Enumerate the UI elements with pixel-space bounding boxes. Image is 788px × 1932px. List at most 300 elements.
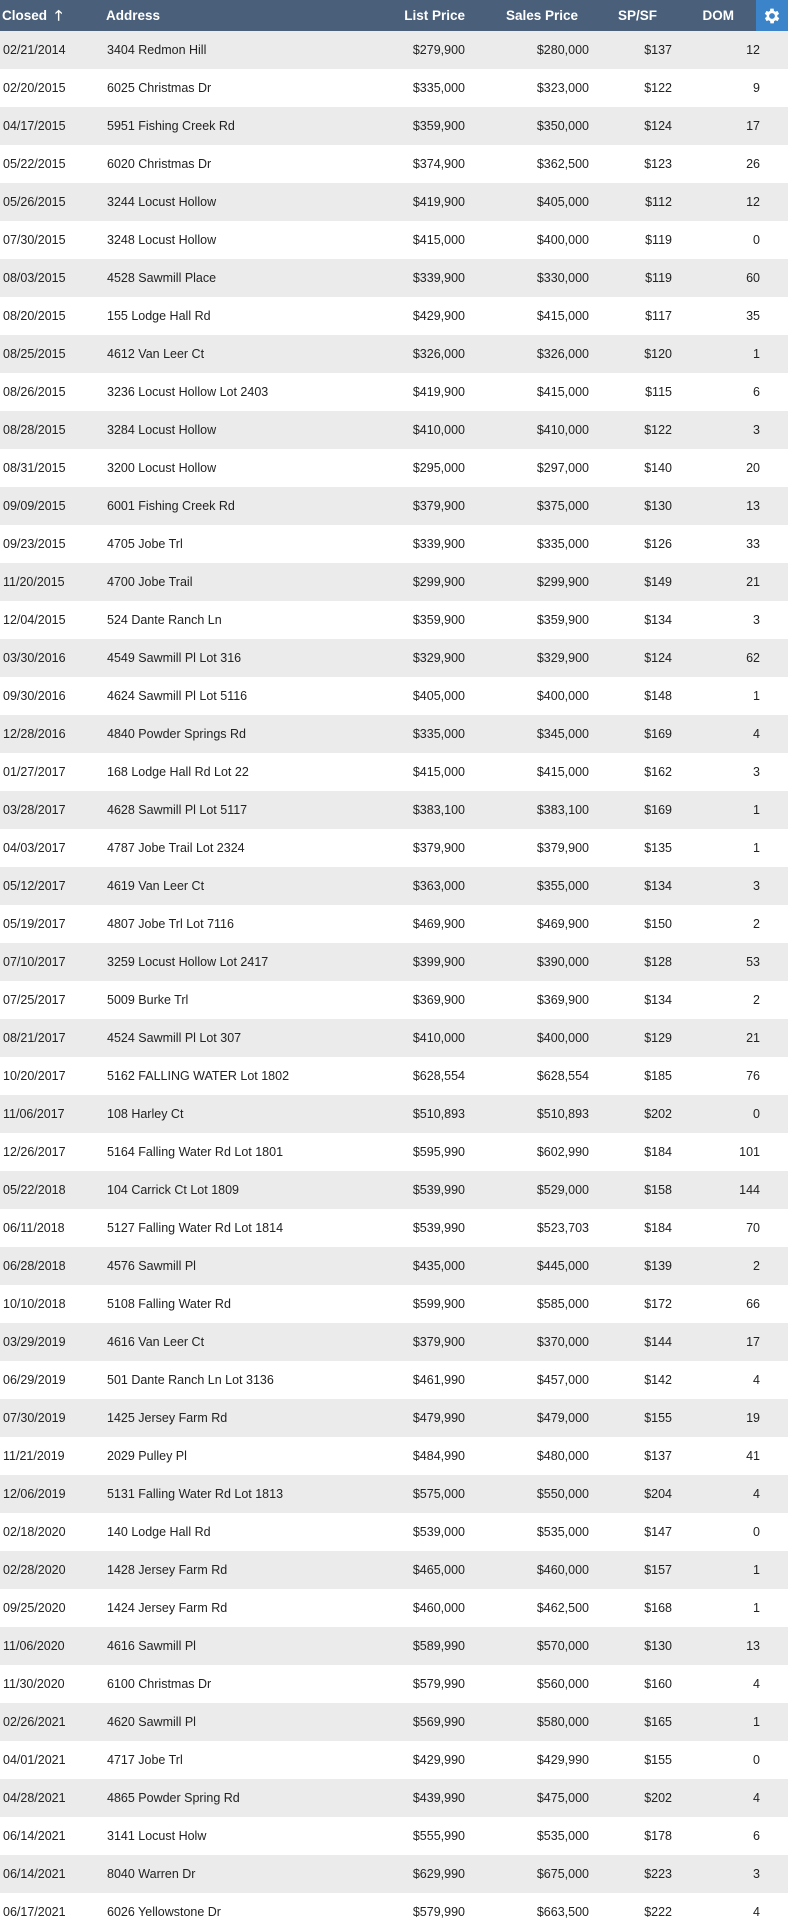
cell-dom: 26 [746,157,760,171]
cell-spsf: $160 [644,1677,672,1691]
cell-closed: 04/28/2021 [3,1791,66,1805]
table-row[interactable] [0,1323,788,1361]
cell-closed: 05/22/2015 [3,157,66,171]
table-row[interactable] [0,297,788,335]
cell-closed: 07/10/2017 [3,955,66,969]
cell-address: 524 Dante Ranch Ln [107,613,222,627]
cell-dom: 53 [746,955,760,969]
settings-button[interactable] [756,0,788,31]
cell-spsf: $120 [644,347,672,361]
cell-dom: 17 [746,1335,760,1349]
cell-spsf: $129 [644,1031,672,1045]
cell-dom: 101 [739,1145,760,1159]
table-row[interactable] [0,1361,788,1399]
table-row[interactable] [0,677,788,715]
cell-dom: 33 [746,537,760,551]
table-row[interactable] [0,1399,788,1437]
table-row[interactable] [0,715,788,753]
cell-list-price: $410,000 [412,423,465,437]
cell-list-price: $595,990 [412,1145,465,1159]
cell-list-price: $379,900 [412,1335,465,1349]
cell-closed: 08/31/2015 [3,461,66,475]
cell-spsf: $137 [644,1449,672,1463]
cell-sales-price: $415,000 [536,385,589,399]
cell-sales-price: $326,000 [536,347,589,361]
cell-closed: 02/21/2014 [3,43,66,57]
column-header-dom[interactable]: DOM [702,8,734,23]
table-row[interactable] [0,1171,788,1209]
cell-address: 5009 Burke Trl [107,993,189,1007]
table-row[interactable] [0,221,788,259]
cell-address: 8040 Warren Dr [107,1867,196,1881]
cell-sales-price: $550,000 [536,1487,589,1501]
cell-list-price: $415,000 [412,765,465,779]
cell-closed: 05/22/2018 [3,1183,66,1197]
cell-list-price: $460,000 [412,1601,465,1615]
cell-sales-price: $479,000 [536,1411,589,1425]
column-header-closed-label: Closed [2,8,48,23]
cell-closed: 12/26/2017 [3,1145,66,1159]
column-header-list-price[interactable]: List Price [404,8,465,23]
cell-spsf: $168 [644,1601,672,1615]
cell-address: 4700 Jobe Trail [107,575,193,589]
cell-sales-price: $675,000 [536,1867,589,1881]
cell-address: 3284 Locust Hollow [107,423,217,437]
cell-spsf: $124 [644,651,672,665]
cell-address: 4840 Powder Springs Rd [107,727,246,741]
table-row[interactable] [0,31,788,69]
cell-address: 104 Carrick Ct Lot 1809 [107,1183,240,1197]
cell-address: 5162 FALLING WATER Lot 1802 [107,1069,290,1083]
cell-sales-price: $585,000 [536,1297,589,1311]
cell-sales-price: $299,900 [536,575,589,589]
cell-address: 6026 Yellowstone Dr [107,1905,221,1919]
cell-closed: 11/20/2015 [3,575,65,589]
table-row[interactable] [0,411,788,449]
cell-closed: 10/20/2017 [3,1069,66,1083]
cell-spsf: $139 [644,1259,672,1273]
cell-address: 4619 Van Leer Ct [107,879,205,893]
cell-list-price: $555,990 [412,1829,465,1843]
table-row[interactable] [0,1057,788,1095]
table-row[interactable] [0,639,788,677]
cell-dom: 9 [753,81,760,95]
cell-closed: 09/30/2016 [3,689,66,703]
cell-spsf: $157 [644,1563,672,1577]
cell-spsf: $123 [644,157,672,171]
cell-list-price: $359,900 [412,613,465,627]
cell-sales-price: $415,000 [536,309,589,323]
cell-closed: 12/04/2015 [3,613,66,627]
cell-dom: 6 [753,1829,760,1843]
cell-spsf: $169 [644,803,672,817]
table-row[interactable] [0,1817,788,1855]
cell-list-price: $569,990 [412,1715,465,1729]
table-row[interactable] [0,1779,788,1817]
cell-sales-price: $355,000 [536,879,589,893]
cell-dom: 3 [753,1867,760,1881]
cell-dom: 3 [753,879,760,893]
cell-closed: 09/23/2015 [3,537,66,551]
table-row[interactable] [0,525,788,563]
cell-dom: 21 [746,1031,760,1045]
cell-sales-price: $329,900 [536,651,589,665]
cell-closed: 08/25/2015 [3,347,66,361]
table-row[interactable] [0,753,788,791]
table-row[interactable] [0,943,788,981]
table-row[interactable] [0,487,788,525]
cell-closed: 06/29/2019 [3,1373,66,1387]
cell-address: 3141 Locust Holw [107,1829,207,1843]
cell-address: 4524 Sawmill Pl Lot 307 [107,1031,242,1045]
cell-sales-price: $383,100 [536,803,589,817]
table-row[interactable] [0,1209,788,1247]
cell-closed: 04/01/2021 [3,1753,66,1767]
table-row[interactable] [0,1095,788,1133]
cell-sales-price: $480,000 [536,1449,589,1463]
cell-sales-price: $400,000 [536,1031,589,1045]
cell-sales-price: $510,893 [536,1107,589,1121]
cell-sales-price: $457,000 [536,1373,589,1387]
cell-list-price: $579,990 [412,1677,465,1691]
cell-closed: 06/14/2021 [3,1829,66,1843]
cell-address: 501 Dante Ranch Ln Lot 3136 [107,1373,274,1387]
table-row[interactable] [0,259,788,297]
cell-closed: 10/10/2018 [3,1297,66,1311]
cell-list-price: $435,000 [412,1259,465,1273]
cell-closed: 12/06/2019 [3,1487,66,1501]
cell-dom: 0 [753,1753,760,1767]
cell-dom: 21 [746,575,760,589]
cell-address: 1425 Jersey Farm Rd [107,1411,228,1425]
cell-list-price: $379,900 [412,841,465,855]
cell-address: 4616 Sawmill Pl [107,1639,196,1653]
cell-closed: 05/26/2015 [3,195,66,209]
cell-dom: 20 [746,461,760,475]
cell-sales-price: $370,000 [536,1335,589,1349]
table-row[interactable] [0,1285,788,1323]
table-row[interactable] [0,1741,788,1779]
cell-dom: 1 [753,1563,760,1577]
cell-dom: 4 [753,727,760,741]
cell-dom: 66 [746,1297,760,1311]
cell-spsf: $135 [644,841,672,855]
cell-closed: 03/29/2019 [3,1335,66,1349]
cell-closed: 08/21/2017 [3,1031,66,1045]
cell-dom: 13 [746,1639,760,1653]
cell-address: 5108 Falling Water Rd [107,1297,231,1311]
cell-list-price: $379,900 [412,499,465,513]
cell-spsf: $202 [644,1791,672,1805]
cell-spsf: $115 [645,385,672,399]
cell-address: 5164 Falling Water Rd Lot 1801 [107,1145,284,1159]
cell-spsf: $119 [645,233,672,247]
cell-closed: 02/26/2021 [3,1715,66,1729]
cell-dom: 4 [753,1905,760,1919]
cell-spsf: $140 [644,461,672,475]
cell-dom: 60 [746,271,760,285]
table-row[interactable] [0,1247,788,1285]
cell-spsf: $149 [644,575,672,589]
cell-list-price: $589,990 [412,1639,465,1653]
cell-list-price: $295,000 [412,461,465,475]
cell-sales-price: $390,000 [536,955,589,969]
table-row[interactable] [0,905,788,943]
cell-list-price: $429,990 [412,1753,465,1767]
cell-closed: 02/20/2015 [3,81,66,95]
cell-address: 4528 Sawmill Place [107,271,217,285]
cell-sales-price: $460,000 [536,1563,589,1577]
cell-dom: 1 [753,841,760,855]
cell-sales-price: $280,000 [536,43,589,57]
table-row[interactable] [0,1703,788,1741]
cell-dom: 19 [746,1411,760,1425]
arrow-up-icon: 🡑 [55,7,63,23]
cell-dom: 41 [746,1449,760,1463]
cell-sales-price: $429,990 [536,1753,589,1767]
cell-address: 6100 Christmas Dr [107,1677,212,1691]
cell-address: 168 Lodge Hall Rd Lot 22 [107,765,249,779]
cell-dom: 3 [753,423,760,437]
cell-list-price: $539,000 [412,1525,465,1539]
table-row[interactable] [0,563,788,601]
cell-address: 4807 Jobe Trl Lot 7116 [107,917,234,931]
cell-spsf: $112 [645,195,672,209]
cell-spsf: $137 [644,43,672,57]
cell-closed: 02/28/2020 [3,1563,66,1577]
cell-dom: 70 [746,1221,760,1235]
table-row[interactable] [0,601,788,639]
cell-address: 6001 Fishing Creek Rd [107,499,235,513]
cell-dom: 13 [746,499,760,513]
cell-dom: 12 [746,195,760,209]
cell-sales-price: $663,500 [536,1905,589,1919]
table-row[interactable] [0,1513,788,1551]
cell-sales-price: $323,000 [536,81,589,95]
cell-list-price: $579,990 [412,1905,465,1919]
cell-list-price: $419,900 [412,385,465,399]
cell-dom: 4 [753,1791,760,1805]
cell-sales-price: $345,000 [536,727,589,741]
cell-spsf: $122 [644,81,672,95]
cell-sales-price: $560,000 [536,1677,589,1691]
table-row[interactable] [0,1589,788,1627]
cell-closed: 04/17/2015 [3,119,66,133]
cell-address: 3404 Redmon Hill [107,43,207,57]
cell-closed: 07/30/2019 [3,1411,66,1425]
table-row[interactable] [0,829,788,867]
cell-list-price: $279,900 [412,43,465,57]
cell-address: 5127 Falling Water Rd Lot 1814 [107,1221,284,1235]
cell-closed: 03/28/2017 [3,803,66,817]
cell-spsf: $155 [644,1753,672,1767]
cell-list-price: $465,000 [412,1563,465,1577]
cell-address: 4576 Sawmill Pl [107,1259,196,1273]
table-row[interactable] [0,1551,788,1589]
cell-dom: 1 [753,347,760,361]
cell-closed: 08/28/2015 [3,423,66,437]
cell-address: 5951 Fishing Creek Rd [107,119,235,133]
cell-spsf: $185 [644,1069,672,1083]
cell-spsf: $134 [644,879,672,893]
table-row[interactable] [0,1019,788,1057]
cell-spsf: $150 [644,917,672,931]
cell-list-price: $363,000 [412,879,465,893]
cell-closed: 04/03/2017 [3,841,66,855]
table-row[interactable] [0,183,788,221]
table-row[interactable] [0,449,788,487]
cell-list-price: $329,900 [412,651,465,665]
table-row[interactable] [0,1627,788,1665]
table-row[interactable] [0,1133,788,1171]
cell-list-price: $359,900 [412,119,465,133]
cell-list-price: $405,000 [412,689,465,703]
table-row[interactable] [0,867,788,905]
table-header [0,0,788,31]
table-row[interactable] [0,145,788,183]
cell-dom: 3 [753,613,760,627]
cell-sales-price: $375,000 [536,499,589,513]
cell-list-price: $599,900 [412,1297,465,1311]
table-row[interactable] [0,791,788,829]
cell-list-price: $461,990 [412,1373,465,1387]
cell-sales-price: $350,000 [536,119,589,133]
table-row[interactable] [0,1665,788,1703]
cell-sales-price: $335,000 [536,537,589,551]
cell-sales-price: $297,000 [536,461,589,475]
cell-spsf: $222 [644,1905,672,1919]
cell-list-price: $299,900 [412,575,465,589]
cell-dom: 144 [739,1183,760,1197]
cell-address: 3200 Locust Hollow [107,461,217,475]
cell-closed: 11/06/2017 [3,1107,65,1121]
cell-spsf: $155 [644,1411,672,1425]
cell-dom: 3 [753,765,760,779]
cell-address: 3259 Locust Hollow Lot 2417 [107,955,269,969]
cell-list-price: $479,990 [412,1411,465,1425]
cell-address: 4624 Sawmill Pl Lot 5116 [107,689,248,703]
cell-sales-price: $415,000 [536,765,589,779]
table-row[interactable] [0,1437,788,1475]
cell-list-price: $419,900 [412,195,465,209]
cell-spsf: $124 [644,119,672,133]
cell-list-price: $575,000 [412,1487,465,1501]
cell-sales-price: $580,000 [536,1715,589,1729]
cell-list-price: $628,554 [412,1069,465,1083]
cell-address: 108 Harley Ct [107,1107,184,1121]
cell-spsf: $223 [644,1867,672,1881]
column-header-address[interactable]: Address [106,8,161,23]
cell-list-price: $410,000 [412,1031,465,1045]
cell-closed: 05/12/2017 [3,879,66,893]
table-row[interactable] [0,981,788,1019]
column-header-spsf[interactable]: SP/SF [617,8,657,23]
cell-dom: 6 [753,385,760,399]
table-row[interactable] [0,1893,788,1931]
table-row[interactable] [0,335,788,373]
cell-spsf: $134 [644,613,672,627]
table-row[interactable] [0,69,788,107]
cell-address: 5131 Falling Water Rd Lot 1813 [107,1487,284,1501]
cell-address: 2029 Pulley Pl [107,1449,187,1463]
cell-address: 4705 Jobe Trl [107,537,183,551]
table-row[interactable] [0,373,788,411]
cell-address: 4628 Sawmill Pl Lot 5117 [107,803,248,817]
cell-spsf: $204 [644,1487,672,1501]
cell-address: 6020 Christmas Dr [107,157,212,171]
cell-closed: 11/06/2020 [3,1639,65,1653]
cell-spsf: $147 [644,1525,672,1539]
cell-dom: 4 [753,1677,760,1691]
cell-closed: 05/19/2017 [3,917,66,931]
cell-address: 6025 Christmas Dr [107,81,212,95]
cell-dom: 12 [746,43,760,57]
cell-address: 4549 Sawmill Pl Lot 316 [107,651,242,665]
cell-spsf: $126 [644,537,672,551]
cell-closed: 11/21/2019 [3,1449,65,1463]
cell-address: 4865 Powder Spring Rd [107,1791,240,1805]
cell-list-price: $539,990 [412,1183,465,1197]
cell-dom: 1 [753,803,760,817]
cell-list-price: $510,893 [412,1107,465,1121]
cell-spsf: $169 [644,727,672,741]
cell-list-price: $339,900 [412,271,465,285]
cell-list-price: $339,900 [412,537,465,551]
cell-spsf: $202 [644,1107,672,1121]
cell-closed: 09/25/2020 [3,1601,66,1615]
cell-list-price: $399,900 [412,955,465,969]
cell-list-price: $369,900 [412,993,465,1007]
cell-list-price: $539,990 [412,1221,465,1235]
cell-address: 4616 Van Leer Ct [107,1335,205,1349]
cell-closed: 01/27/2017 [3,765,66,779]
column-header-closed[interactable] [0,0,104,31]
cell-sales-price: $359,900 [536,613,589,627]
cell-sales-price: $400,000 [536,689,589,703]
cell-sales-price: $475,000 [536,1791,589,1805]
table-row[interactable] [0,1855,788,1893]
cell-sales-price: $445,000 [536,1259,589,1273]
cell-dom: 0 [753,233,760,247]
cell-spsf: $128 [644,955,672,969]
cell-address: 4787 Jobe Trail Lot 2324 [107,841,245,855]
cell-closed: 06/28/2018 [3,1259,66,1273]
cell-dom: 62 [746,651,760,665]
cell-sales-price: $330,000 [536,271,589,285]
cell-spsf: $117 [645,309,672,323]
cell-spsf: $178 [644,1829,672,1843]
cell-closed: 08/20/2015 [3,309,66,323]
cell-sales-price: $628,554 [536,1069,589,1083]
cell-spsf: $148 [644,689,672,703]
cell-dom: 1 [753,1715,760,1729]
cell-sales-price: $570,000 [536,1639,589,1653]
table-row[interactable] [0,107,788,145]
cell-list-price: $374,900 [412,157,465,171]
cell-spsf: $130 [644,499,672,513]
column-header-sales-price[interactable]: Sales Price [505,8,578,23]
cell-sales-price: $462,500 [536,1601,589,1615]
table-row[interactable] [0,1475,788,1513]
cell-list-price: $335,000 [412,727,465,741]
cell-sales-price: $469,900 [536,917,589,931]
cell-address: 1424 Jersey Farm Rd [107,1601,228,1615]
cell-address: 3236 Locust Hollow Lot 2403 [107,385,269,399]
cell-list-price: $326,000 [412,347,465,361]
cell-list-price: $629,990 [412,1867,465,1881]
cell-closed: 09/09/2015 [3,499,66,513]
cell-list-price: $469,900 [412,917,465,931]
